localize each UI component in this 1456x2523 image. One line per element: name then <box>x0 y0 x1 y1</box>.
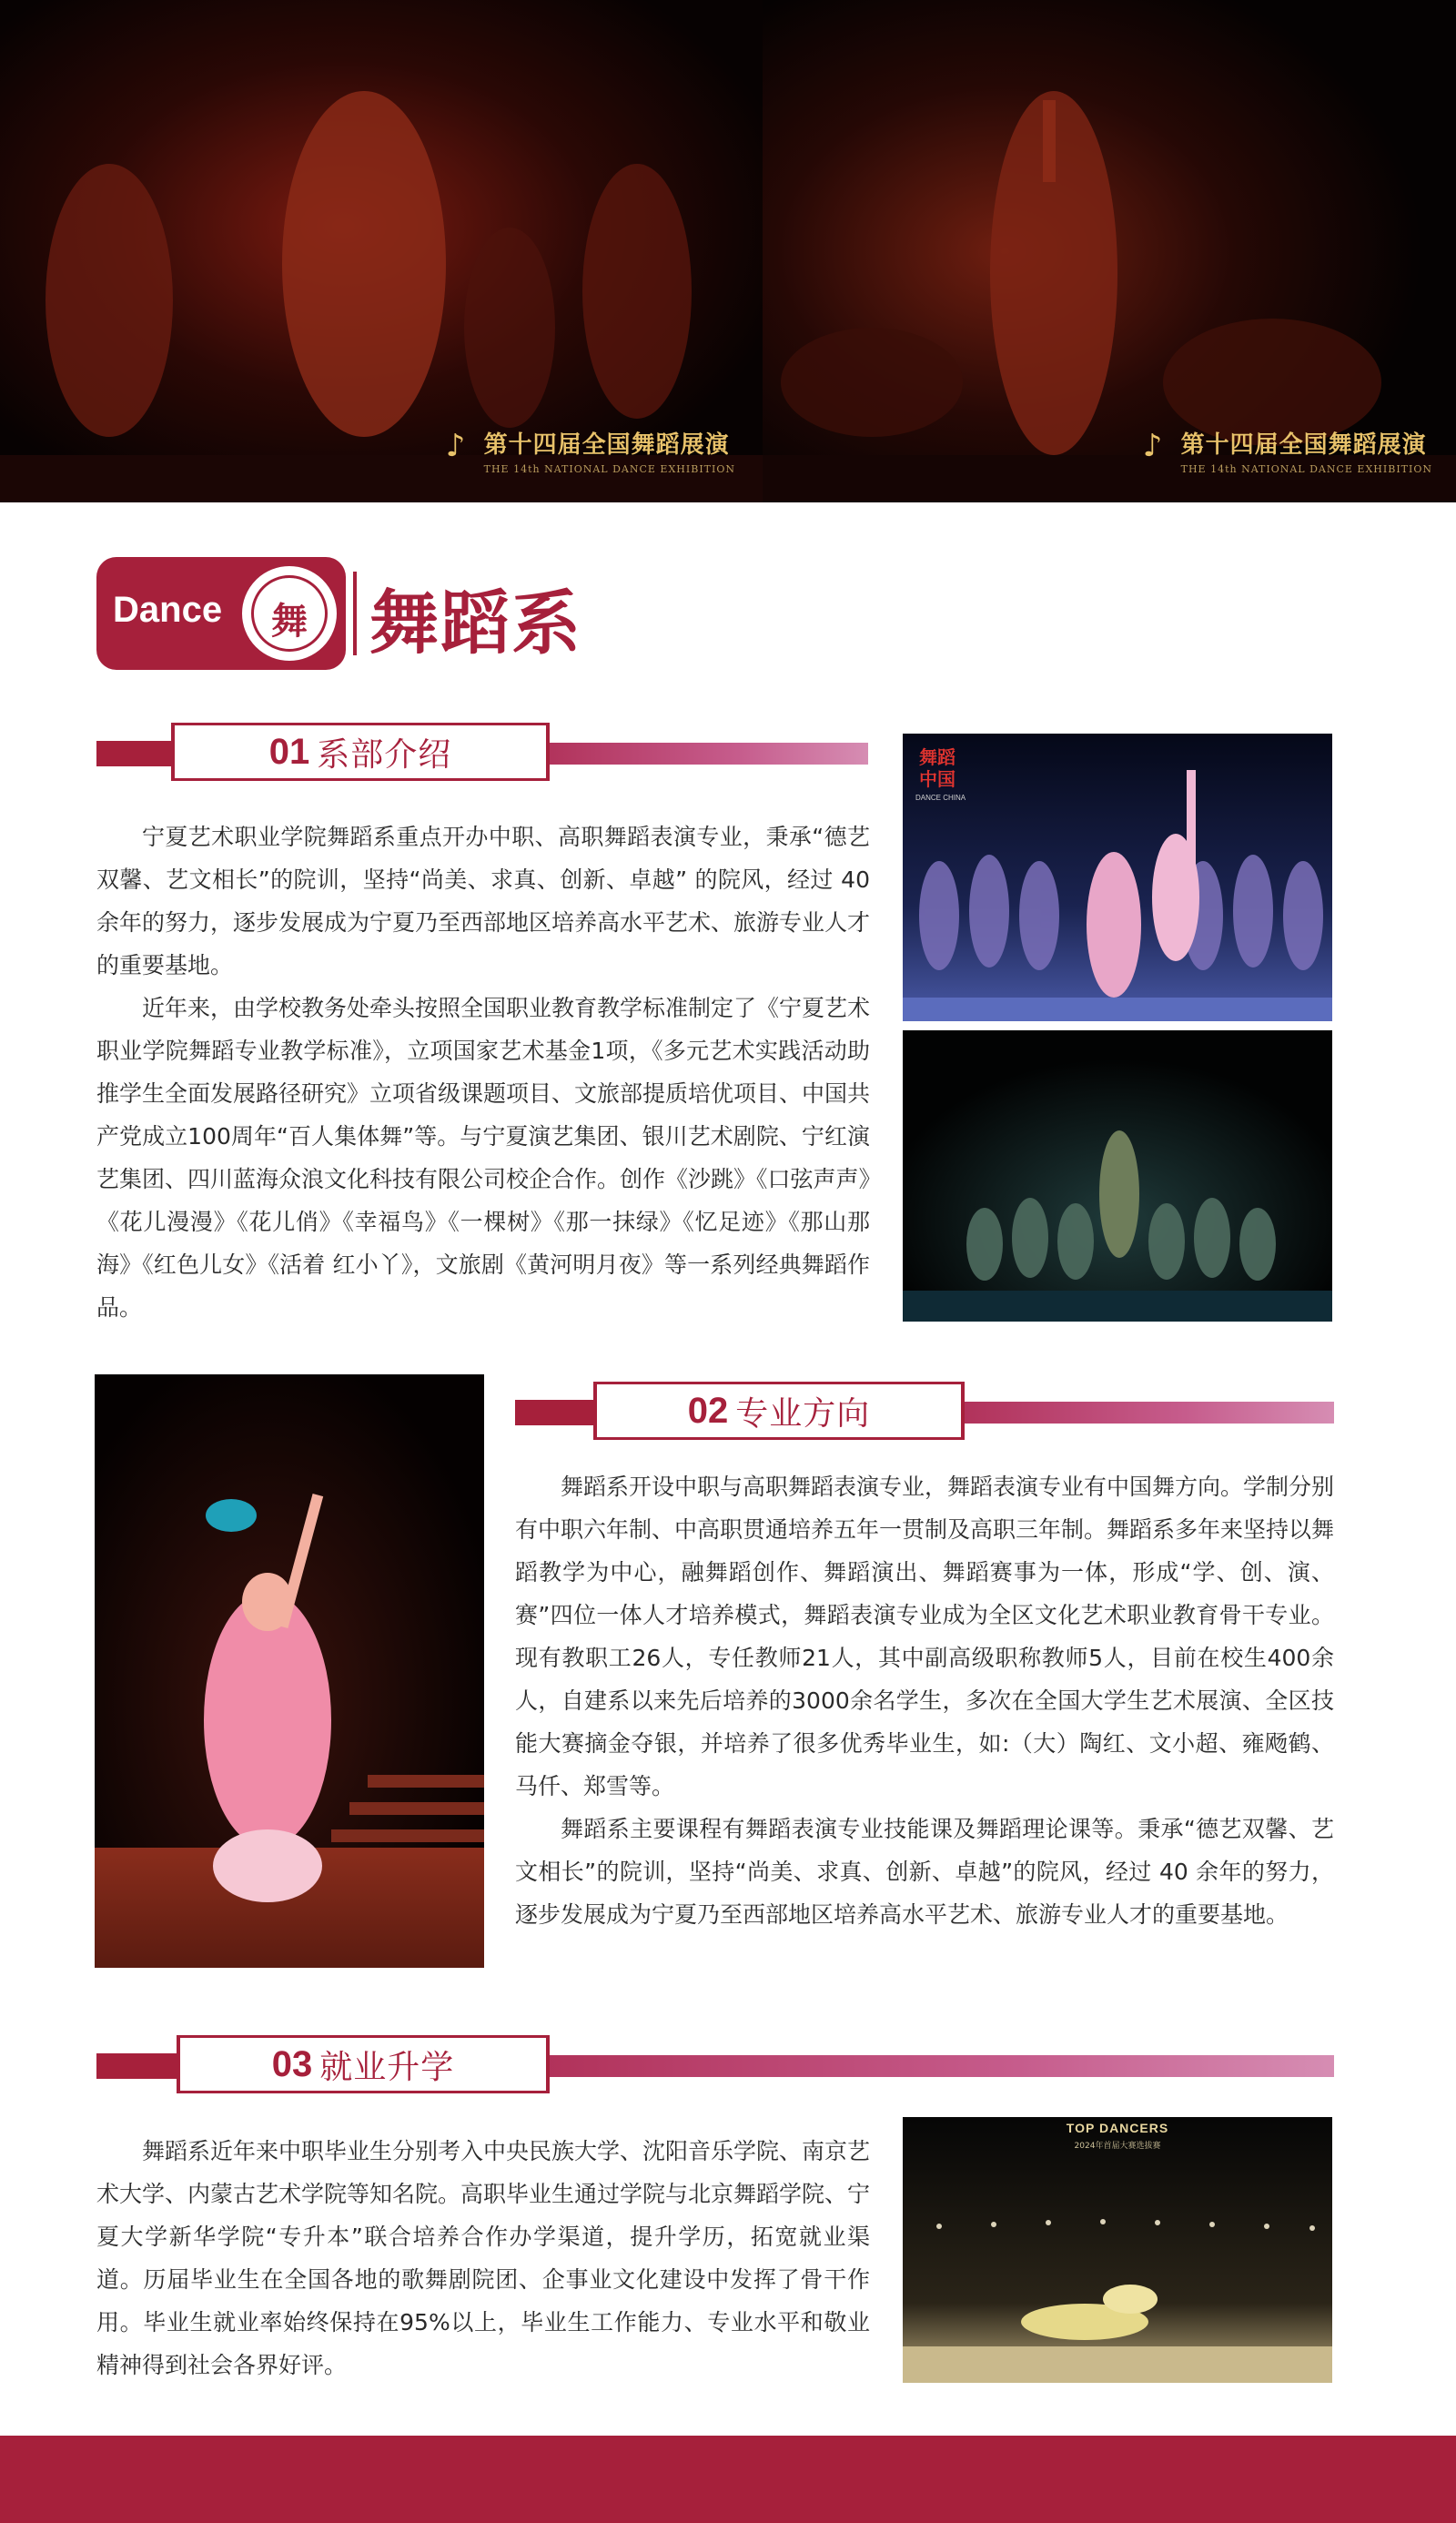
school-seal-icon <box>242 566 337 661</box>
section-title: 就业升学 <box>319 2048 455 2086</box>
section-heading-01 <box>96 723 868 781</box>
banner-caption-en: THE 14th NATIONAL DANCE EXHIBITION <box>483 463 735 475</box>
banner-photo-left <box>0 0 763 502</box>
page-title: 舞蹈系 <box>369 583 582 664</box>
photo-dance-china <box>903 734 1332 1021</box>
section-number: 02 <box>687 1390 729 1431</box>
banner-caption-cn: 第十四届全国舞蹈展演 <box>1180 431 1427 459</box>
section-01-body <box>96 816 870 1329</box>
section-heading-03 <box>96 2035 1334 2093</box>
banner-caption-en: THE 14th NATIONAL DANCE EXHIBITION <box>1180 463 1432 475</box>
section-heading-02 <box>515 1382 1334 1440</box>
top-dancers-subtitle: 2024年首届大赛选拔赛 <box>1074 2142 1161 2151</box>
section-02-body <box>515 1465 1334 1936</box>
dance-china-en: DANCE CHINA <box>915 794 966 802</box>
dancer-logo-icon: ♪ <box>1142 428 1163 464</box>
photo-top-dancers <box>903 2117 1332 2383</box>
section-title: 系部介绍 <box>317 735 452 774</box>
dancer-logo-icon: ♪ <box>445 428 466 464</box>
paragraph: 舞蹈系近年来中职毕业生分别考入中央民族大学、沈阳音乐学院、南京艺术大学、内蒙古艺术学院等知名院。高职毕业生通过学院与北京舞蹈学院、宁夏大学新华学院“专升本”联合培养合作办学渠道，提升学历，拓宽就业渠道。历届毕业生在全国各地的歌舞剧院团、企事业文化建设中发挥了骨干作用。毕业生就业率始终保持在95%以上，毕业生工作能力、专业水平和敬业精神得到社会各界好评。 <box>96 2138 871 2378</box>
section-number: 01 <box>268 731 310 772</box>
section-number: 03 <box>271 2043 313 2084</box>
paragraph: 舞蹈系开设中职与高职舞蹈表演专业，舞蹈表演专业有中国舞方向。学制分别有中职六年制、中高职贯通培养五年一贯制及高职三年制。舞蹈系多年来坚持以舞蹈教学为中心，融舞蹈创作、舞蹈演出、舞蹈赛事为一体，形成“学、创、演、赛”四位一体人才培养模式，舞蹈表演专业成为全区文化艺术职业教育骨干专业。现有教职工26人，专任教师21人，其中副高级职称教师5人，目前在校生400余人，自建系以来先后培养的3000余名学生，多次在全国大学生艺术展演、全区技能大赛摘金夺银，并培养了很多优秀毕业生，如:（大）陶红、文小超、雍飏鹤、马仟、郑雪等。 <box>515 1474 1335 1799</box>
footer-band <box>0 2436 1456 2523</box>
top-dancers-title: TOP DANCERS <box>1066 2121 1169 2135</box>
banner-caption-left <box>445 426 735 475</box>
banner-photo-right <box>763 0 1456 502</box>
title-divider <box>353 572 357 655</box>
seal-char: 舞 <box>271 600 308 643</box>
dance-china-label: 舞蹈中国 <box>919 746 956 790</box>
banner-caption-cn: 第十四届全国舞蹈展演 <box>483 431 730 459</box>
section-03-body <box>96 2130 870 2386</box>
photo-solo-dancer-pink <box>95 1374 484 1968</box>
section-title: 专业方向 <box>735 1394 871 1433</box>
paragraph: 舞蹈系主要课程有舞蹈表演专业技能课及舞蹈理论课等。秉承“德艺双馨、艺文相长”的院训，坚持“尚美、求真、创新、卓越”的院风，经过 40 余年的努力，逐步发展成为宁夏乃至西部地区培养高水平艺术、旅游专业人才的重要基地。 <box>515 1816 1334 1928</box>
photo-group-performance <box>903 1030 1332 1322</box>
paragraph: 近年来，由学校教务处牵头按照全国职业教育教学标准制定了《宁夏艺术职业学院舞蹈专业教学标准》，立项国家艺术基金1项，《多元艺术实践活动助推学生全面发展路径研究》立项省级课题项目、文旅部提质培优项目、中国共产党成立100周年“百人集体舞”等。与宁夏演艺集团、银川艺术剧院、宁红演艺集团、四川蓝海众浪文化科技有限公司校企合作。创作《沙跳》《口弦声声》《花儿漫漫》《花儿俏》《幸福鸟》《一棵树》《那一抹绿》《忆足迹》《那山那海》《红色儿女》《活着 红小丫》，文旅剧《黄河明月夜》等一系列经典舞蹈作品。 <box>96 995 871 1321</box>
dance-logo-badge <box>96 557 346 670</box>
logo-word: Dance <box>113 590 223 630</box>
banner-caption-right <box>1142 426 1432 475</box>
paragraph: 宁夏艺术职业学院舞蹈系重点开办中职、高职舞蹈表演专业，秉承“德艺双馨、艺文相长”的院训，坚持“尚美、求真、创新、卓越” 的院风，经过 40 余年的努力，逐步发展成为宁夏乃至西部地区培养高水平艺术、旅游专业人才的重要基地。 <box>96 824 871 978</box>
